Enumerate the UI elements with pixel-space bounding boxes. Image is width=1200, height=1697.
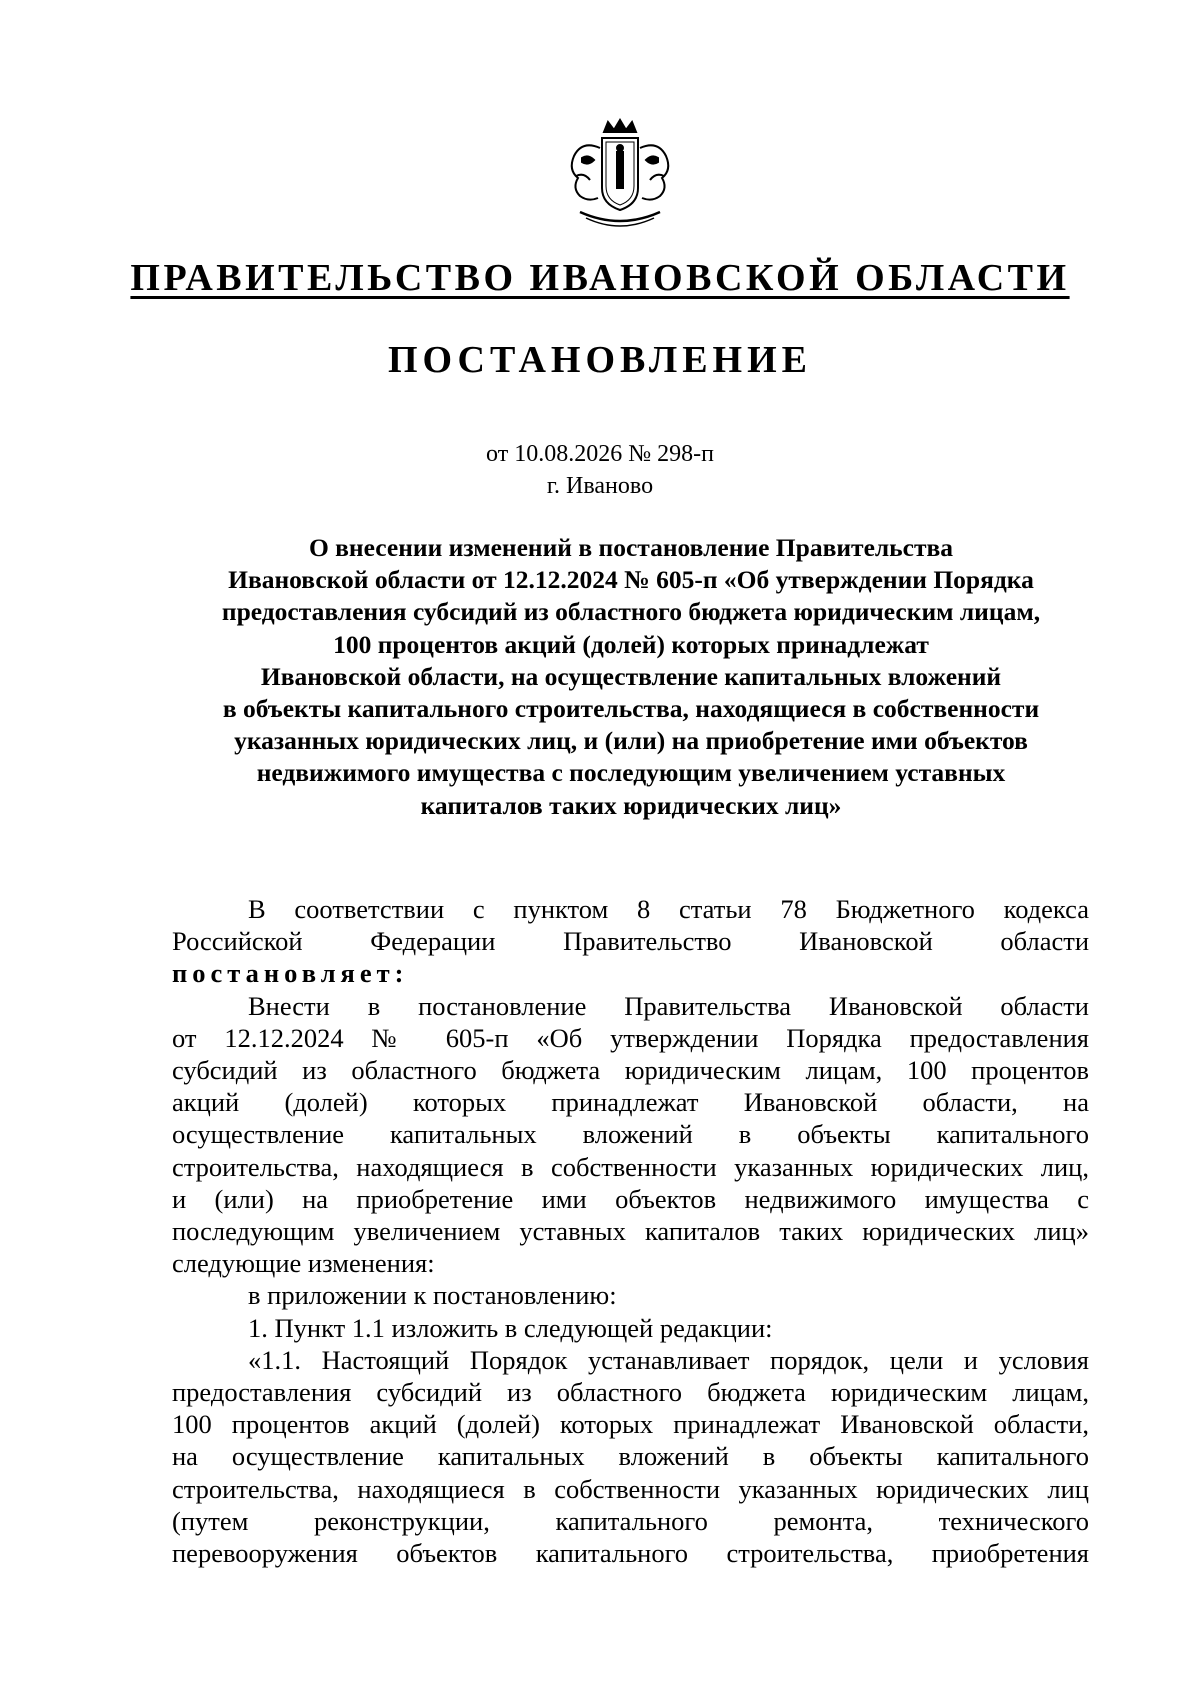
- document-type: ПОСТАНОВЛЕНИЕ: [387, 339, 813, 381]
- subject-line: предоставления субсидий из областного бюджета юридическим лицам,: [221, 597, 1041, 627]
- body-line-resolves: постановляет:: [172, 958, 409, 989]
- city: г. Иваново: [546, 473, 654, 499]
- body-line: последующим увеличением уставных капиталов таких юридических лиц»: [172, 1216, 1089, 1247]
- body-line: 100 процентов акций (долей) которых принадлежат Ивановской области,: [172, 1409, 1089, 1440]
- body-line: акций (долей) которых принадлежат Ивановской области, на: [172, 1087, 1089, 1118]
- subject-line: Ивановской области, на осуществление капитальных вложений: [260, 661, 1002, 691]
- subject-line: Ивановской области от 12.12.2024 № 605-п «Об утверждении Порядка: [228, 565, 1034, 595]
- document-subject: [172, 532, 1090, 822]
- body-line: на осуществление капитальных вложений в объекты капитального: [172, 1441, 1089, 1472]
- subject-line: 100 процентов акций (долей) которых принадлежат: [333, 629, 929, 659]
- body-line: перевооружения объектов капитального строительства, приобретения: [172, 1538, 1089, 1569]
- subject-line: недвижимого имущества с последующим увеличением уставных: [256, 758, 1006, 788]
- date-number: от 10.08.2026 № 298-п: [486, 441, 714, 467]
- coat-of-arms-icon: [560, 118, 680, 234]
- body-line: субсидий из областного бюджета юридическим лицам, 100 процентов: [172, 1055, 1089, 1086]
- body-line: строительства, находящиеся в собственности указанных юридических лиц: [172, 1473, 1089, 1504]
- body-line: и (или) на приобретение ими объектов недвижимого имущества с: [172, 1183, 1089, 1214]
- body-line: «1.1. Настоящий Порядок устанавливает порядок, цели и условия: [248, 1344, 1089, 1375]
- organization-title: ПРАВИТЕЛЬСТВО ИВАНОВСКОЙ ОБЛАСТИ: [130, 257, 1070, 299]
- body-line: В соответствии с пунктом 8 статьи 78 Бюджетного кодекса: [248, 894, 1089, 924]
- body-line: от 12.12.2024 № 605-п «Об утверждении Порядка предоставления: [172, 1022, 1089, 1053]
- body-line: строительства, находящиеся в собственности указанных юридических лиц,: [172, 1151, 1089, 1182]
- subject-line: капиталов таких юридических лиц»: [420, 790, 842, 820]
- subject-line: указанных юридических лиц, и (или) на приобретение ими объектов: [234, 726, 1028, 756]
- document-body: [172, 893, 1089, 1569]
- subject-line: О внесении изменений в постановление Правительства: [308, 533, 954, 562]
- subject-line: в объекты капитального строительства, находящиеся в собственности: [222, 694, 1040, 724]
- body-line: осуществление капитальных вложений в объекты капитального: [172, 1119, 1089, 1150]
- body-line: (путем реконструкции, капитального ремонта, технического: [172, 1505, 1089, 1536]
- body-line: Российской Федерации Правительство Ивановской области: [172, 926, 1089, 957]
- document-meta: [440, 438, 760, 502]
- body-line: предоставления субсидий из областного бюджета юридическим лицам,: [172, 1377, 1089, 1408]
- body-line: Внести в постановление Правительства Ивановской области: [248, 990, 1089, 1021]
- body-line: в приложении к постановлению:: [248, 1280, 617, 1311]
- body-line: 1. Пункт 1.1 изложить в следующей редакции:: [248, 1312, 773, 1343]
- body-line: следующие изменения:: [172, 1248, 435, 1279]
